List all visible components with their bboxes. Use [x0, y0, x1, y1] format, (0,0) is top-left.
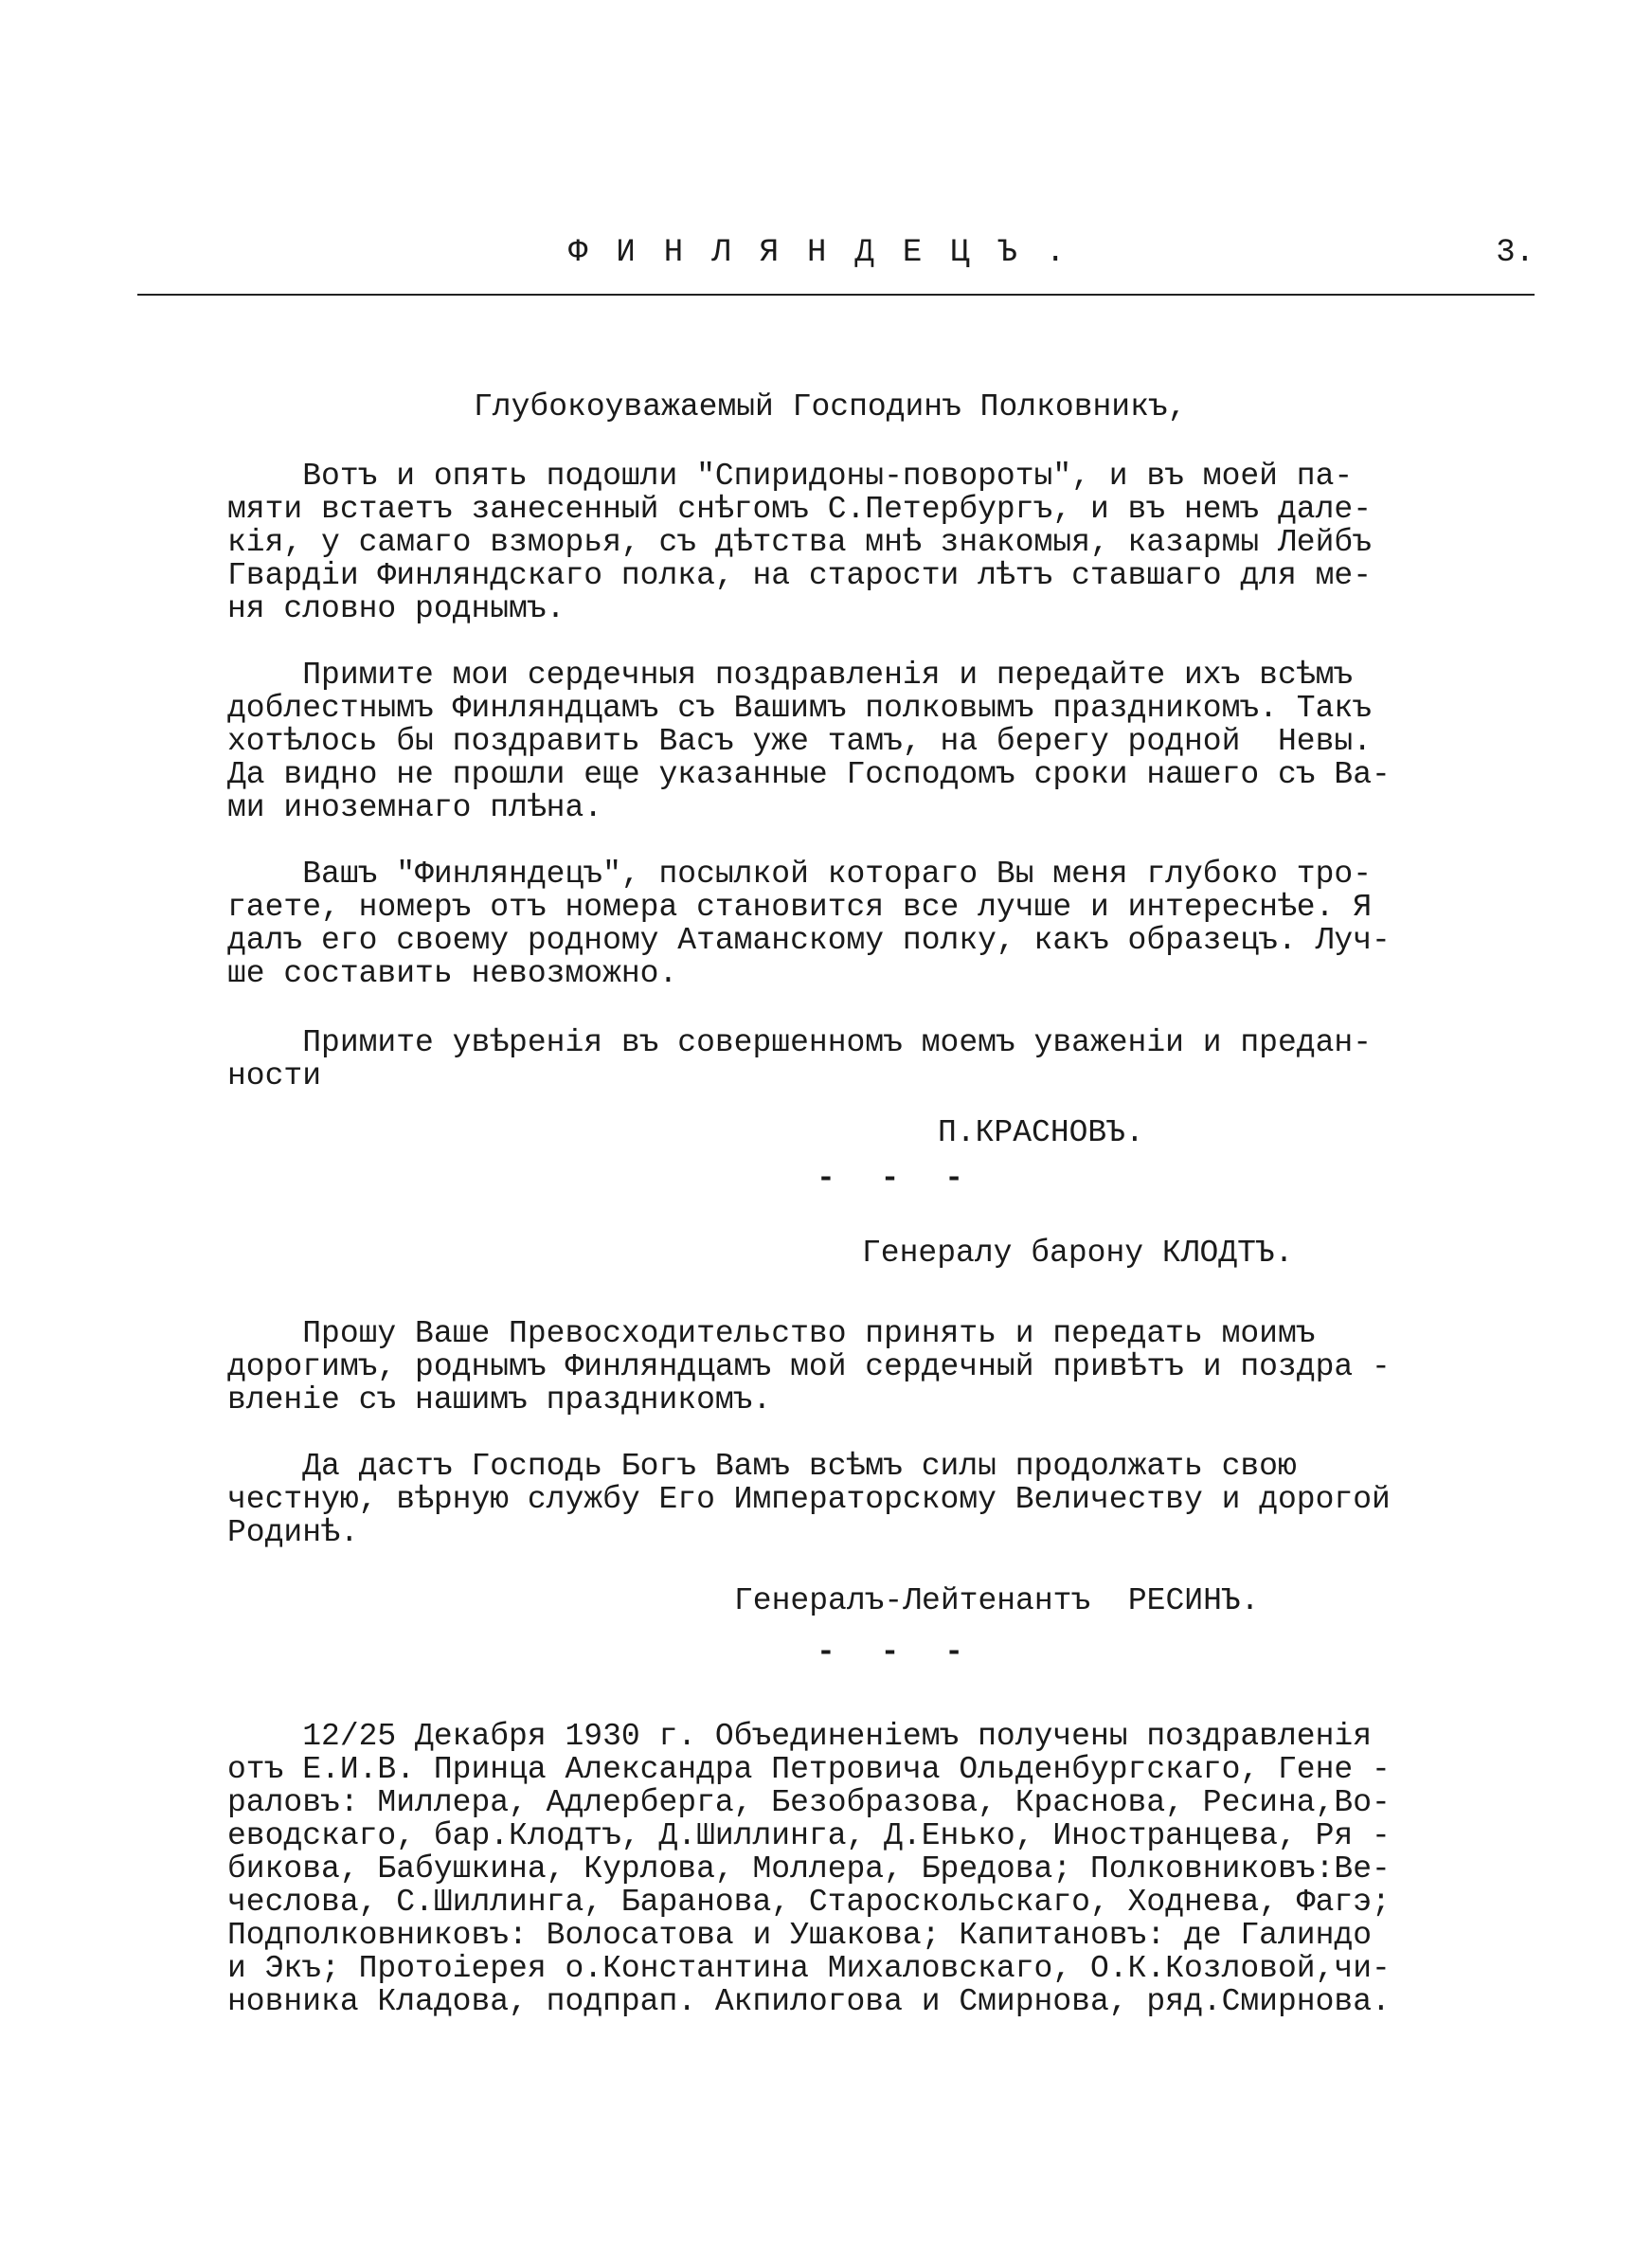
letter2-signature: Генералъ-Лейтенантъ РЕСИНЪ.: [734, 1583, 1260, 1618]
page-number: 3.: [1496, 235, 1535, 271]
letter1-paragraph-3: Вашъ "Финляндецъ", посылкой котораго Вы меня глубоко тро- гаете, номеръ отъ номера становится все лучше и интереснѣе. Я далъ его своему родному Атаманскому полку, какъ образецъ. Луч- ше составить невозможно.: [227, 857, 1391, 991]
letter1-paragraph-2: Примите мои сердечныя поздравленія и передайте ихъ всѣмъ доблестнымъ Финляндцамъ съ Вашимъ полковымъ праздникомъ. Такъ хотѣлось бы поздравить Васъ уже тамъ, на берегу родной Невы. Да видно не прошли еще указанные Господомъ сроки нашего съ Ва- ми иноземнаго плѣна.: [227, 658, 1391, 825]
letter1-paragraph-4: Примите увѣренія въ совершенномъ моемъ уваженіи и предан- ности: [227, 1025, 1372, 1093]
letter1-paragraph-1: Вотъ и опять подошли "Спиридоны-повороты", и въ моей па- мяти встаетъ занесенный снѣгомъ С.Петербургъ, и въ немъ дале- кія, у самаго взморья, съ дѣтства мнѣ знакомыя, казармы Лейбъ Гвардіи Финляндскаго полка, на старости лѣтъ ставшаго для ме- ня словно роднымъ.: [227, 459, 1372, 626]
letter2-paragraph-1: Прошу Ваше Превосходительство принять и передать моимъ дорогимъ, роднымъ Финляндцамъ мой сердечный привѣтъ и поздра - вленіе съ нашимъ праздникомъ.: [227, 1316, 1391, 1417]
greetings-notice: 12/25 Декабря 1930 г. Объединеніемъ получены поздравленія отъ Е.И.В. Принца Александра Петровича Ольденбургскаго, Гене - раловъ: Миллера, Адлерберга, Безобразова, Краснова, Ресина,Во- еводскаго, бар.Клодтъ, Д.Шиллинга, Д.Енько, Иностранцева, Ря - бикова, Бабушкина, Курлова, Моллера, Бредова; Полковниковъ:Ве- чеслова, С.Шиллинга, Баранова, Староскольскаго, Ходнева, Фагэ; Подполковниковъ: Волосатова и Ушакова; Капитановъ: де Галиндо и Экъ; Протоіерея о.Константина Михаловскаго, О.К.Козловой,чи- новника Кладова, подпрап. Акпилогова и Смирнова, ряд.Смирнова.: [227, 1719, 1391, 2019]
letter1-signature: П.КРАСНОВЪ.: [938, 1115, 1144, 1150]
letter2-paragraph-2: Да дастъ Господь Богъ Вамъ всѣмъ силы продолжать свою честную, вѣрную службу Его Императорскому Величеству и дорогой Родинѣ.: [227, 1449, 1391, 1550]
page-header: [137, 235, 1535, 282]
periodical-title: ФИНЛЯНДЕЦЪ.: [568, 235, 1094, 271]
header-divider: [137, 294, 1535, 296]
letter2-addressee: Генералу барону КЛОДТЪ.: [862, 1236, 1294, 1271]
section-separator: - - -: [817, 1634, 978, 1670]
section-separator: - - -: [817, 1161, 978, 1196]
letter1-salutation: Глубокоуважаемый Господинъ Полковникъ,: [474, 389, 1187, 424]
